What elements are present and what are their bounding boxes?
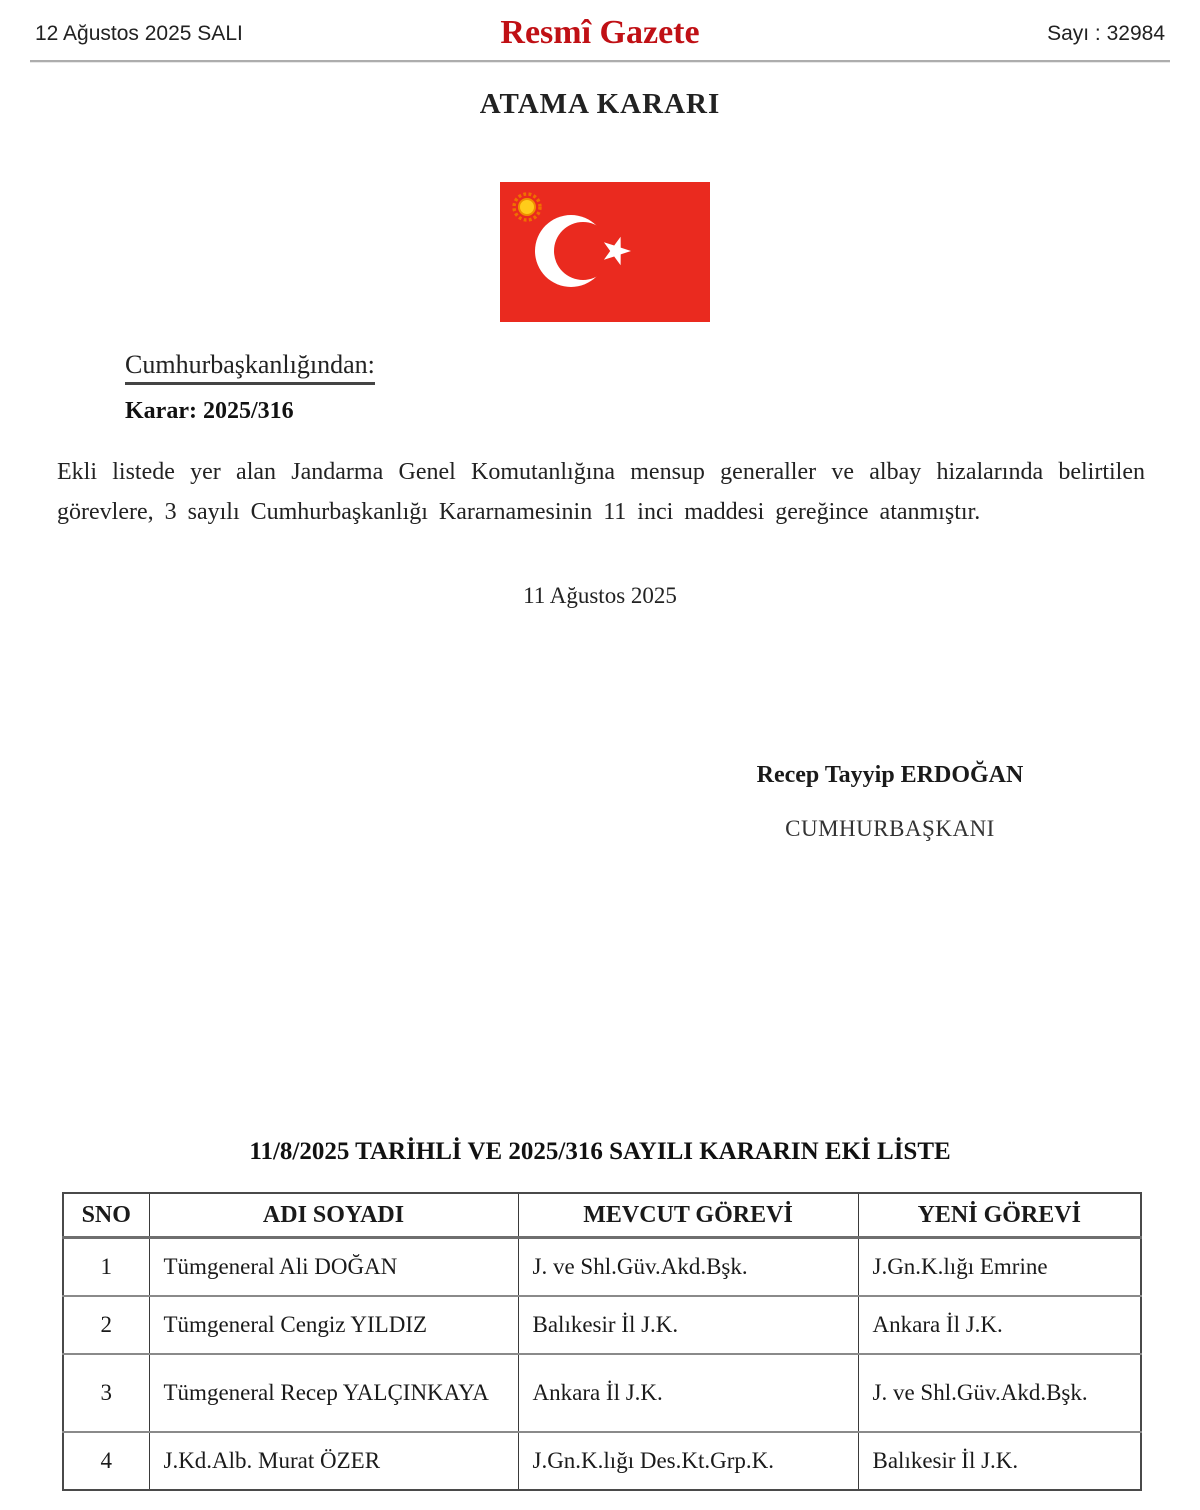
signature-title: CUMHURBAŞKANI [785, 816, 995, 841]
table-cell: Tümgeneral Recep YALÇINKAYA [149, 1354, 518, 1432]
table-cell: J.Gn.K.lığı Des.Kt.Grp.K. [518, 1432, 858, 1490]
issue-number: Sayı : 32984 [1047, 22, 1165, 45]
decision-heading: ATAMA KARARI [479, 88, 721, 120]
issuing-authority [125, 350, 375, 385]
table-cell: Tümgeneral Cengiz YILDIZ [149, 1296, 518, 1354]
issuing-authority-label: Cumhurbaşkanlığından: [125, 350, 375, 385]
table-cell: Balıkesir İl J.K. [858, 1432, 1141, 1490]
table-row [63, 1238, 1141, 1296]
row-number-cell: 1 [63, 1238, 149, 1296]
sun-emblem-core [519, 199, 535, 215]
gazette-title: Resmî Gazete [500, 14, 700, 51]
crescent-inner [554, 222, 612, 280]
table-cell: J.Kd.Alb. Murat ÖZER [149, 1432, 518, 1490]
row-number-cell: 2 [63, 1296, 149, 1354]
column-header-current-duty: MEVCUT GÖREVİ [518, 1193, 858, 1238]
signature-block [730, 762, 1050, 842]
table-cell: Balıkesir İl J.K. [518, 1296, 858, 1354]
table-cell: Tümgeneral Ali DOĞAN [149, 1238, 518, 1296]
row-number-cell: 4 [63, 1432, 149, 1490]
table-cell: J. ve Shl.Güv.Akd.Bşk. [518, 1238, 858, 1296]
turkish-flag-image [500, 182, 710, 322]
table-row [63, 1354, 1141, 1432]
turkish-flag [500, 182, 710, 322]
column-header-name: ADI SOYADI [149, 1193, 518, 1238]
table-cell: J.Gn.K.lığı Emrine [858, 1238, 1141, 1296]
table-cell: J. ve Shl.Güv.Akd.Bşk. [858, 1354, 1141, 1432]
decision-body-text: Ekli listede yer alan Jandarma Genel Komutanlığına mensup generaller ve albay hizalarında belirtilen görevlere, 3 sayılı Cumhurbaşkanlığı Kararnamesinin 11 inci maddesi gereğince atanmıştır. [57, 459, 1145, 525]
signature-name: Recep Tayyip ERDOĞAN [756, 762, 1024, 788]
column-header-sno: SNO [63, 1193, 149, 1238]
table-row [63, 1432, 1141, 1490]
decision-date: 11 Ağustos 2025 [523, 583, 677, 608]
table-row [63, 1296, 1141, 1354]
row-number-cell: 3 [63, 1354, 149, 1432]
decision-number: Karar: 2025/316 [125, 398, 294, 424]
masthead-date: 12 Ağustos 2025 SALI [35, 22, 243, 45]
appointments-table [62, 1192, 1142, 1491]
table-cell: Ankara İl J.K. [858, 1296, 1141, 1354]
table-header-row [63, 1193, 1141, 1238]
masthead-divider [30, 60, 1170, 63]
table-cell: Ankara İl J.K. [518, 1354, 858, 1432]
annex-list-title: 11/8/2025 TARİHLİ VE 2025/316 SAYILI KARARIN EKİ LİSTE [249, 1138, 951, 1165]
column-header-new-duty: YENİ GÖREVİ [858, 1193, 1141, 1238]
